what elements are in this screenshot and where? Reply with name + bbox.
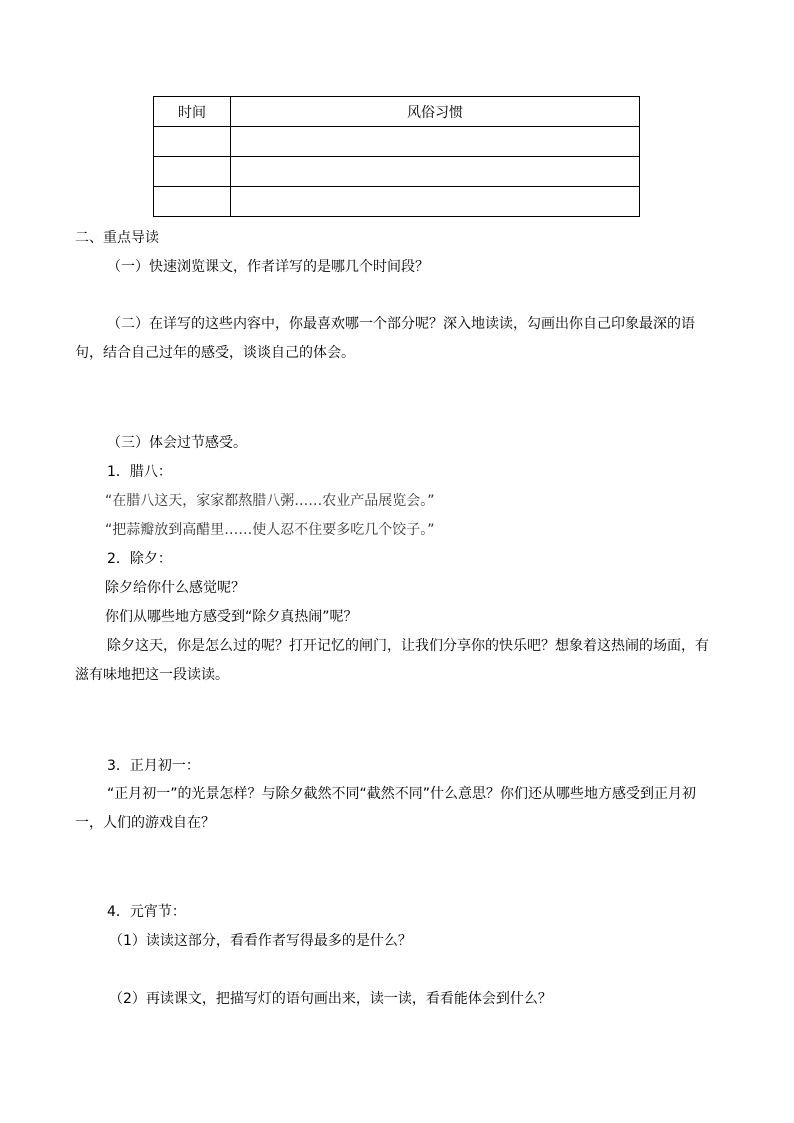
item-2-line-3: 除夕这天，你是怎么过的呢？打开记忆的闸门，让我们分享你的快乐吧？想象着这热闹的场面，有滋有味地把这一段读读。 [75, 638, 709, 683]
item-3-label: 3．正月初一： [107, 758, 200, 774]
table-cell [154, 157, 231, 187]
table-header-row [154, 97, 640, 127]
item-2-line-1: 除夕给你什么感觉呢？ [105, 580, 245, 596]
table-cell [231, 187, 640, 217]
item-4-sub-1: （1）读读这部分，看看作者写得最多的是什么？ [109, 933, 412, 949]
table-row [154, 157, 640, 187]
item-2-line-2: 你们从哪些地方感受到“除夕真热闹”呢？ [105, 609, 358, 625]
item-4-label: 4．元宵节： [107, 904, 186, 920]
header-time: 时间 [154, 97, 231, 127]
item-1-quote-1: “在腊八这天，家家都熬腊八粥……农业产品展览会。” [105, 493, 435, 509]
header-customs: 风俗习惯 [231, 97, 640, 127]
item-1-quote-2: “把蒜瓣放到高醋里……使人忍不住要多吃几个饺子。” [105, 522, 435, 538]
section-heading: 二、重点导读 [75, 230, 159, 246]
table-cell [231, 157, 640, 187]
table-cell [154, 187, 231, 217]
item-3-text: “正月初一”的光景怎样？与除夕截然不同“截然不同”什么意思？你们还从哪些地方感受到正月初一，人们的游戏自在？ [75, 786, 697, 831]
question-1: （一）快速浏览课文，作者详写的是哪几个时间段？ [107, 259, 429, 275]
question-2: （二）在详写的这些内容中，你最喜欢哪一个部分呢？深入地读读，勾画出你自己印象最深的语句，结合自己过年的感受，谈谈自己的体会。 [75, 316, 695, 361]
item-4-sub-2: （2）再读课文，把描写灯的语句画出来，读一读，看看能体会到什么？ [109, 991, 552, 1007]
table-row [154, 187, 640, 217]
item-1-label: 1．腊八： [107, 464, 172, 480]
table-cell [231, 127, 640, 157]
item-2-label: 2．除夕： [107, 551, 172, 567]
table-row [154, 127, 640, 157]
question-3: （三）体会过节感受。 [107, 435, 247, 451]
customs-table [153, 96, 640, 217]
table-cell [154, 127, 231, 157]
